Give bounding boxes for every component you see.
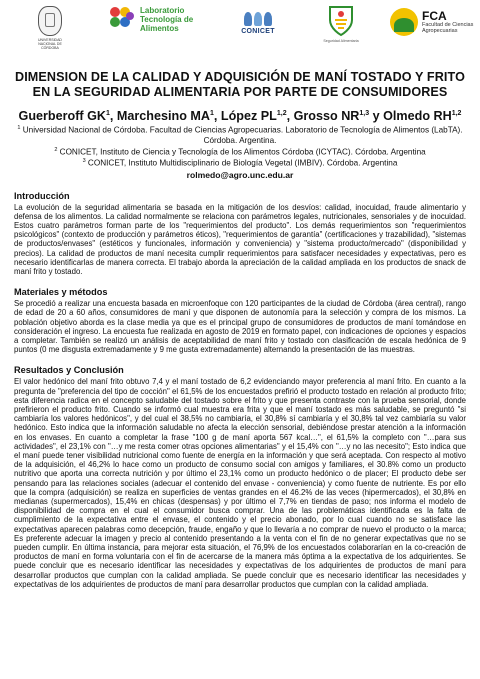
fca-logo-text xyxy=(422,10,473,34)
author-name: López PL xyxy=(220,109,277,124)
conicet-logo-text: CONICET xyxy=(241,28,275,35)
labta-line-3: Alimentos xyxy=(140,24,179,33)
intro-heading: Introducción xyxy=(14,190,70,201)
author-name: Grosso NR xyxy=(293,109,360,124)
university-seal-icon xyxy=(38,6,62,36)
fca-sub-line-1: Facultad de Ciencias xyxy=(422,22,474,28)
conicet-logo xyxy=(228,8,288,35)
methods-heading: Materiales y métodos xyxy=(14,287,108,298)
methods-text: Se procedió a realizar una encuesta basada en microenfoque con 120 participantes de la ciudad de Córdoba (área central), rango de edad de 20 a 60 años, consumidores de maní y que disponen de autonomía para la selección y compra de los mismos. La población objetivo aborda es la clase media ya que es el principal grupo de consumidores de productos de maní tomándose en consideración el ingreso. La encuesta fue realizada en agosto de 2019 en formato papel, con indicaciones de opciones y espacios a completar. También se realizó un análisis de aceptabilidad de maní frito y tostado con clasificación de escala hedónica de 9 puntos (0 me disgusta extremadamente y 9 me gusta extremadamente) alternando la presentación de las muestras. xyxy=(14,299,466,355)
fca-logo xyxy=(390,8,480,36)
fca-sub-line-2: Agropecuarias xyxy=(422,28,458,34)
author-affiliation-mark: 1,3 xyxy=(359,110,370,117)
author-affiliation-mark: 1 xyxy=(209,110,214,117)
author-name: Guerberoff GK xyxy=(18,109,106,124)
unc-logo xyxy=(32,6,68,50)
affiliation xyxy=(14,157,466,169)
intro-text: La evolución de la seguridad alimentaria se basada en la mitigación de los desvíos: calidad, inocuidad, fraude alimentario y defensa de los alimentos. La calidad normalmente se relaciona con parámetros legales, nutricionales, sensoriales y de inocuidad. Estos cuatro parámetros forman parte de los "requerimientos del producto". Los demás requerimientos son "requerimientos psicológicos" (contexto de producción y parámetros éticos), "requerimientos de garantía" (certificaciones y trazabilidad), "sistemas de productos/envases" (estéticos y funcionales, información y conveniencia) y "sistema producto/mercado" (disponibilidad y precios). La calidad de productos de maní necesita cumplir requerimientos para satisfacer necesidades y expectativas, pero es necesario identificarlas de manera correcta. El trabajo aborda la apreciación de la calidad ampliada en los productos de snack de maní frito y tostado. xyxy=(14,202,466,276)
labta-circles-icon xyxy=(110,7,136,33)
affiliation-number: 3 xyxy=(82,158,86,165)
affiliation-text: Universidad Nacional de Córdoba. Facultad de Ciencias Agropecuarias. Laboratorio de Tecnología de Alimentos (LabTA). Córdoba. Argentina. xyxy=(20,125,463,145)
affiliation-text: CONICET, Instituto de Ciencia y Tecnología de los Alimentos Córdoba (ICYTAC). Córdoba. Argentina xyxy=(57,147,426,157)
labta-line-1: Laboratorio xyxy=(140,6,185,15)
affiliation xyxy=(14,124,466,145)
fca-name: FCA xyxy=(422,9,447,23)
author-name: Marchesino MA xyxy=(116,109,210,124)
conicet-figures-icon xyxy=(243,8,273,28)
author-name: Olmedo RH xyxy=(383,109,452,124)
seguridad-logo-text: Seguridad Alimentaria xyxy=(323,39,359,43)
contact-email: rolmedo@agro.unc.edu.ar xyxy=(186,169,294,180)
seguridad-alimentaria-logo xyxy=(316,4,366,43)
author-affiliation-mark: 1,2 xyxy=(276,110,287,117)
results-text: El valor hedónico del maní frito obtuvo 7,4 y el maní tostado de 6,2 evidenciando mayor preferencia al maní frito. En cuanto a la pregunta de "preferencia del tipo de cocción" el 61,5% de los encuestados prefirió el producto tostado en relación al producto frito; esta diferencia radica en el concepto saludable del tostado sobre el frito y que presenta contraste con la prueba sensorial, donde prefirieron el producto frito. Cuando se informó cual muestra era frita y que el maní tostado es más saludable, se preguntó "si cambiaría los valores hedónicos", y del cual el 38,5% no cambiaría, el 30,8% sí cambiaría y el 30,8% tal vez cambiaría su valor hedónico. Esto indica que la información saludable no afecta la elección sensorial, debiéndose prestar atención a la información en los envases. En cuanto a completar la frase "100 g de maní aporta 567 kcal…", el 61,5% la completo con "…para sus actividades", el 23,1% con "…y me resta comer otras opciones alimentarias" y el 15,4% con "…y no las necesito"; Esto indica que el maní puede tener visibilidad nutricional como fuente de energía en la información y que será aceptada. Con respecto al motivo de la adquisición, el 46,2% lo hace como un producto de consumo social con amigos y familiares, el 30.8% como un producto nutritivo que aporta una correcta nutrición y por último el 23,1% como un producto hedónico o de placer; El producto debe ser pensando para las relaciones sociales (adecuar el contenido del envase - conveniencia) y como fuente de nutriente. Es por ello que la compra (adquisición) se realiza en superficies de ventas grandes en el 46.2% de las veces (hipermercados), el 30,8% en medianas (supermercados), 15,4% en chicas (despensas) y por último el 7,7% en tiendas de paso; nos informa el modelo de disponibilidad de compra en el cual el consumidor busca comprar. Una de las problemáticas identificada es la falta de cumplimiento de la expectativa entre el envase, el contenido y el precio abonado, por lo cual cuando no se satisface las expectativas aparecen palabras como decepción, fraude, engaño y que lo llevaría a no comprar de nuevo el producto o la marca; Es preferente adecuar la imagen y precio al contenido presentando a la venta con el fin de no generar expectativas que no se pueden cumplir. En última instancia, para mejorar esta situación, el 76,9% de los encuestados colaborarían en la co-creación de productos de maní en forma voluntaria con el fin de acercarse de la manera más óptima a la expectativa de los adquirientes. Se puede concluir que es necesario identificar las necesidades y expectativas de los adquirientes de productos de maní para desarrollar productos que cumplan con la calidad ampliada. Se puede concluir que es necesario identificar las necesidades y expectativas de los adquirientes de productos de maní para desarrollar productos que cumplan con la calidad ampliada. xyxy=(14,377,466,589)
affiliation-number: 1 xyxy=(17,125,21,132)
sun-field-icon xyxy=(390,8,418,36)
logo-bar xyxy=(14,0,474,58)
author-affiliation-mark: 1,2 xyxy=(451,110,462,117)
author-list: Guerberoff $GK^1$, Marchesino $MA^1$, López PL$^{1,2}$, Grosso NR$^{1,3}$ y Olmedo RH$^{1,2}$ xyxy=(18,109,462,124)
poster-title: DIMENSION DE LA CALIDAD Y ADQUISICIÓN DE MANÍ TOSTADO Y FRITO EN LA SEGURIDAD ALIMENTARIA POR PARTE DE CONSUMIDORES xyxy=(15,70,465,99)
shield-icon xyxy=(326,4,356,38)
affiliation-text: CONICET, Instituto Multidisciplinario de Biología Vegetal (IMBIV). Córdoba. Argentina xyxy=(85,158,398,168)
affiliation xyxy=(14,146,466,158)
unc-logo-text: UNIVERSIDAD NACIONAL DE CÓRDOBA xyxy=(38,38,62,50)
author-affiliation-mark: 1 xyxy=(106,110,110,117)
labta-logo-text xyxy=(140,6,193,33)
labta-logo xyxy=(110,6,210,33)
affiliation-list xyxy=(14,124,466,168)
affiliation-number: 2 xyxy=(54,146,58,153)
results-heading: Resultados y Conclusión xyxy=(14,365,124,376)
labta-line-2: Tecnología de xyxy=(140,15,194,24)
